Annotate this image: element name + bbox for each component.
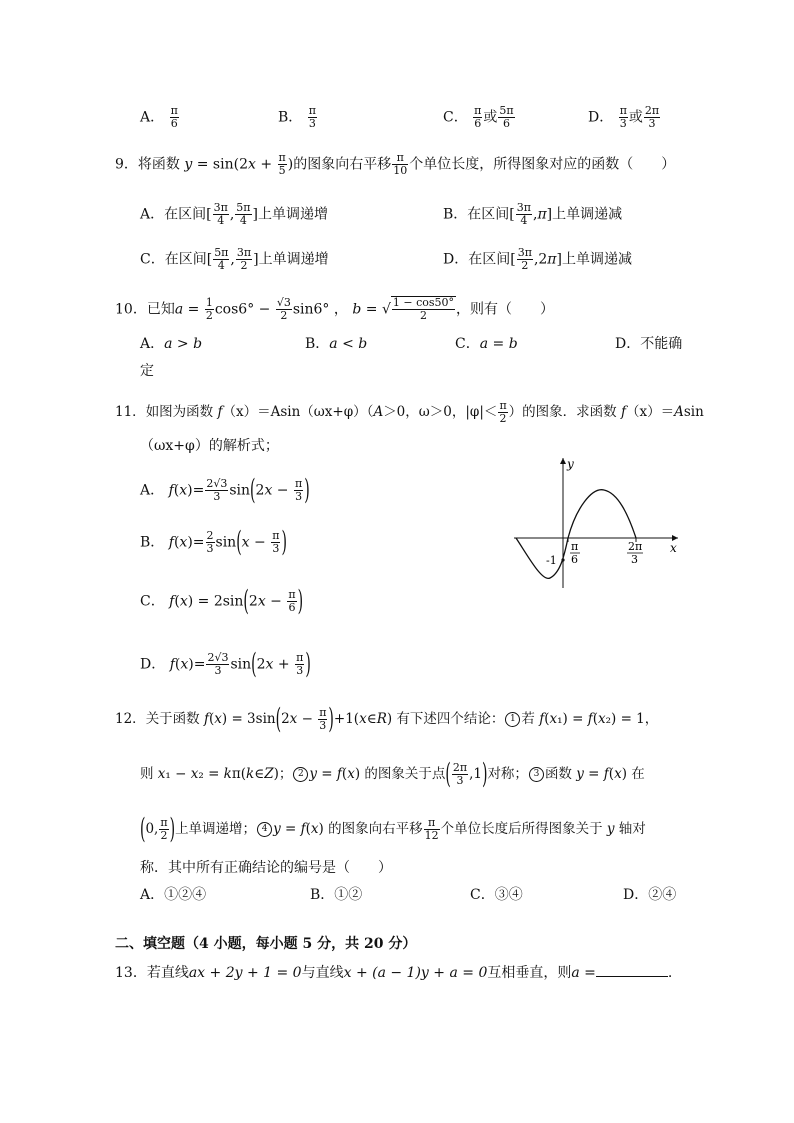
svg-text:π: π: [571, 540, 579, 553]
q9-option-c: C．在区间[ $\frac{5\pi}{4}$ , $\frac{3\pi}{2}$ ]上单调递增: [140, 246, 329, 272]
q10-option-a: A．a > b: [140, 336, 203, 352]
svg-text:6: 6: [571, 553, 578, 566]
q9-stem: 9．将函数 y = sin(2x + $\frac{\pi}{5}$ )的图象向右平移 $\frac{\pi}{10}$ 个单位长度，所得图象对应的函数（ ）: [115, 151, 676, 177]
y-axis-label: y: [567, 457, 574, 471]
svg-text:2π: 2π: [628, 540, 643, 553]
q8-option-a: A． $\frac{\pi}{6}$: [140, 104, 178, 130]
label-2pi-over-3: [627, 540, 643, 566]
q10-stem: 10．已知a = $\frac{1}{2}$ cos6° − $\frac{√3}{2}$ sin6° ， b = √ $\frac{1 - \cos 50^\circ}{2}$ ，则有（ ）: [115, 296, 555, 322]
q10-wrap: 定: [140, 363, 154, 379]
section-2-title: 二、填空题（4 小题，每小题 5 分，共 20 分）: [115, 936, 417, 952]
q13-answer-blank[interactable]: [596, 962, 668, 977]
q13-stem: 13．若直线ax + 2y + 1 = 0与直线x + (a − 1)y + a = 0互相垂直，则a = .: [115, 962, 672, 983]
q8-option-c: C． $\frac{\pi}{6}$ 或 $\frac{5\pi}{6}$: [443, 104, 514, 130]
q9-option-a: A．在区间[ $\frac{3\pi}{4}$ , $\frac{5\pi}{4}$ ]上单调递增: [140, 201, 328, 227]
q11-option-a: A． f(x)= $\frac{2√3}{3}$ sin(2x − $\frac{\pi}{3}$ ): [140, 474, 310, 507]
q11-stem-line2: （ωx+φ）的解析式；: [140, 438, 279, 454]
q10-option-b: B．a < b: [305, 336, 368, 352]
q8-option-d: D． $\frac{\pi}{3}$ 或 $\frac{2\pi}{3}$: [588, 104, 660, 130]
x-axis-label: x: [670, 541, 677, 555]
q12-line1: 12．关于函数 f(x) = 3sin(2x − $\frac{\pi}{3}$ )+1(x∈R) 有下述四个结论： 1 若 f(x₁) = f(x₂) = 1，: [115, 703, 659, 736]
svg-text:3: 3: [631, 553, 638, 566]
q11-option-b: B． f(x)= $\frac{2}{3}$ sin(x − $\frac{\pi}{3}$ ): [140, 526, 287, 559]
q12-line2: 则 x₁ − x₂ = kπ(k∈Z)； 2 y = f(x) 的图象关于点( $\frac{2\pi}{3}$ ,1)对称； 3 函数 y = f(x) 在: [140, 758, 645, 791]
q8-option-b: B． $\frac{\pi}{3}$: [278, 104, 316, 130]
q12-option-a: A．①②④: [140, 887, 207, 903]
q11-option-d: D． f(x)= $\frac{2√3}{3}$ sin(2x + $\frac{\pi}{3}$ ): [140, 648, 311, 681]
q9-option-d: D．在区间[ $\frac{3\pi}{2}$ ,2π]上单调递减: [443, 246, 632, 272]
label-pi-over-6: [570, 540, 580, 566]
q9-option-b: B．在区间[ $\frac{3\pi}{4}$ ,π]上单调递减: [443, 201, 623, 227]
q10-option-c: C．a = b: [455, 336, 518, 352]
q11-graph: [510, 452, 685, 592]
q12-line3: (0, $\frac{\pi}{2}$ )上单调递增； 4 y = f(x) 的图象向右平移 $\frac{\pi}{12}$ 个单位长度后所得图象关于 y 轴对: [140, 813, 646, 846]
q12-option-b: B．①②: [310, 887, 363, 903]
label-minus-one: -1: [546, 554, 557, 567]
q12-option-d: D．②④: [623, 887, 677, 903]
q12-line4: 称．其中所有正确结论的编号是（ ）: [140, 860, 392, 876]
q10-option-d: D．不能确: [615, 336, 683, 352]
q11-stem-line1: 11．如图为函数 f（x）＝Asin（ωx+φ）（A＞0，ω＞0，|φ|＜ $\frac{\pi}{2}$ ）的图象．求函数 f（x）＝Asin: [115, 399, 704, 425]
q11-option-c: C． f(x) = 2sin(2x − $\frac{\pi}{6}$ ): [140, 585, 304, 618]
q12-option-c: C．③④: [470, 887, 523, 903]
